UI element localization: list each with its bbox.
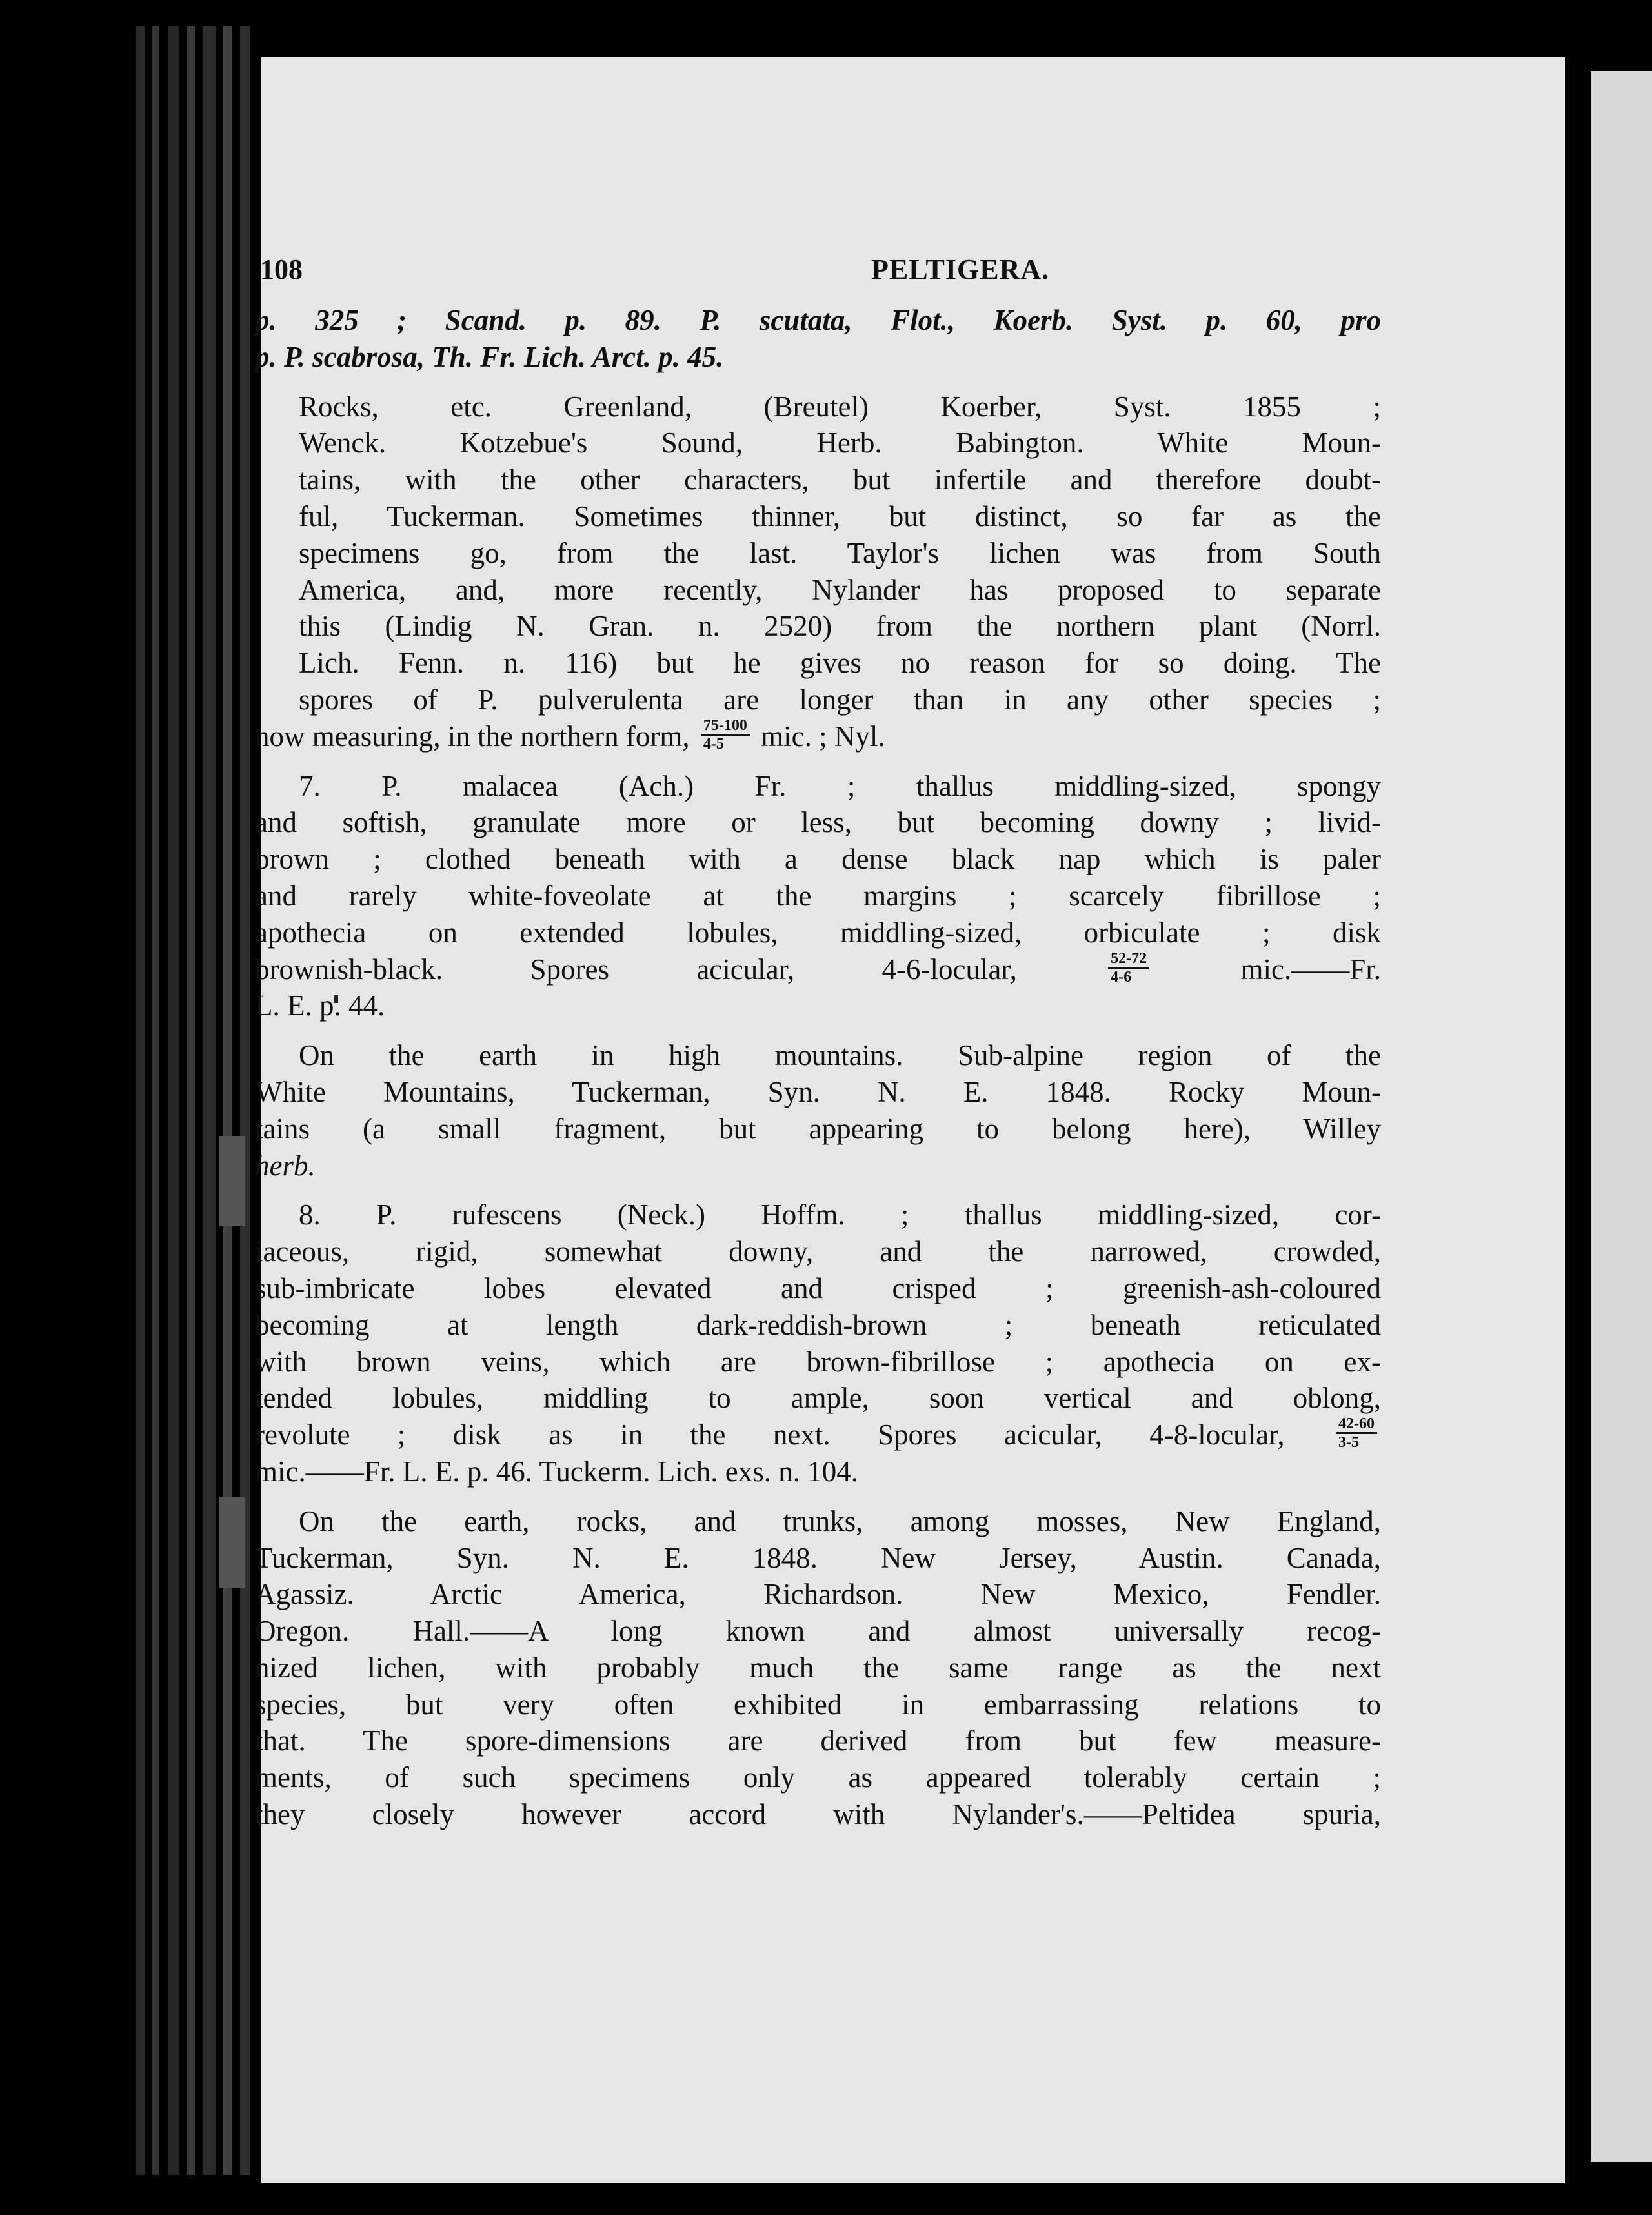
text-line: America, and, more recently, Nylander has proposed to separate	[299, 573, 1381, 606]
paragraph-habitat-7	[255, 1037, 1381, 1184]
page-text	[255, 245, 1381, 1846]
paragraph-species-8	[255, 1197, 1381, 1490]
text-line: tains (a small fragment, but appearing to belong here), Willey	[255, 1112, 1381, 1145]
page-edge	[203, 26, 216, 2175]
page-edge	[168, 26, 179, 2175]
text-line: they closely however accord with Nylander's.——Peltidea spuria,	[255, 1798, 1381, 1831]
fraction-denominator: 3-5	[1338, 1434, 1360, 1451]
text-line: Rocks, etc. Greenland, (Breutel) Koerber, Syst. 1855 ;	[299, 390, 1381, 423]
spore-fraction	[1108, 950, 1149, 986]
text-line: brown ; clothed beneath with a dense black nap which is paler	[255, 843, 1381, 876]
text-line: species, but very often exhibited in embarrassing relations to	[255, 1688, 1381, 1721]
text-line: Lich. Fenn. n. 116) but he gives no reason for so doing. The	[299, 647, 1381, 680]
text-line: White Mountains, Tuckerman, Syn. N. E. 1848. Rocky Moun-	[255, 1075, 1381, 1108]
spore-fraction	[701, 717, 750, 753]
page-edge	[152, 26, 159, 2175]
text-line: On the earth, rocks, and trunks, among mosses, New England,	[299, 1504, 1381, 1537]
text-line: spores of P. pulverulenta are longer than in any other species ;	[299, 683, 1381, 716]
text-line	[255, 718, 1381, 755]
text-line	[255, 1417, 1381, 1453]
facing-page-sliver	[1591, 71, 1652, 2162]
text-line: Agassiz. Arctic America, Richardson. New Mexico, Fendler.	[255, 1578, 1381, 1611]
text-line: 7. P. malacea (Ach.) Fr. ; thallus middling-sized, spongy	[299, 769, 1381, 802]
facing-page-edge	[1565, 0, 1652, 2215]
text-line: apothecia on extended lobules, middling-sized, orbiculate ; disk	[255, 916, 1381, 949]
text-line: with brown veins, which are brown-fibrillose ; apothecia on ex-	[255, 1345, 1381, 1378]
page-header	[255, 245, 1381, 290]
text-line: L. E. p. 44.	[255, 989, 385, 1022]
fraction-numerator: 42-60	[1336, 1415, 1377, 1434]
text-line: p. 325 ; Scand. p. 89. P. scutata, Flot., Koerb. Syst. p. 60, pro	[255, 304, 1381, 336]
text-line: Tuckerman, Syn. N. E. 1848. New Jersey, Austin. Canada,	[255, 1541, 1381, 1574]
text-line: tains, with the other characters, but infertile and therefore doubt-	[299, 463, 1381, 496]
text-line	[255, 951, 1381, 988]
book-page-edges	[123, 26, 265, 2175]
text-line: this (Lindig N. Gran. n. 2520) from the northern plant (Norrl.	[299, 610, 1381, 643]
text-line: On the earth in high mountains. Sub-alpine region of the	[299, 1039, 1381, 1072]
page-edge	[136, 26, 145, 2175]
text-segment: brownish-black. Spores acicular, 4-6-locular,	[255, 953, 1017, 986]
text-line: mic.——Fr. L. E. p. 46. Tuckerm. Lich. exs. n. 104.	[255, 1455, 858, 1488]
spore-fraction	[1336, 1415, 1377, 1451]
text-line: iaceous, rigid, somewhat downy, and the narrowed, crowded,	[255, 1235, 1381, 1268]
text-line: becoming at length dark-reddish-brown ; beneath reticulated	[255, 1308, 1381, 1341]
text-line: ments, of such specimens only as appeared tolerably certain ;	[255, 1761, 1381, 1794]
paragraph-habitat-8	[255, 1503, 1381, 1833]
fraction-numerator: 75-100	[701, 717, 750, 736]
fraction-denominator: 4-6	[1111, 968, 1132, 986]
text-line: and rarely white-foveolate at the margins ; scarcely fibrillose ;	[255, 879, 1381, 912]
text-line: 8. P. rufescens (Neck.) Hoffm. ; thallus middling-sized, cor-	[299, 1199, 1381, 1231]
running-head: PELTIGERA.	[871, 254, 1050, 285]
text-line: Wenck. Kotzebue's Sound, Herb. Babington. White Moun-	[299, 427, 1381, 460]
text-line: sub-imbricate lobes elevated and crisped ; greenish-ash-coloured	[255, 1271, 1381, 1304]
page-edge	[240, 26, 250, 2175]
fraction-denominator: 4-5	[703, 735, 724, 753]
paragraph-species-7	[255, 768, 1381, 1025]
text-line: specimens go, from the last. Taylor's lichen was from South	[299, 536, 1381, 569]
text-line: and softish, granulate more or less, but becoming downy ; livid-	[255, 806, 1381, 839]
page-number: 108	[260, 254, 303, 285]
page-edge	[187, 26, 195, 2175]
text-line: herb.	[255, 1149, 316, 1182]
fraction-numerator: 52-72	[1108, 950, 1149, 969]
text-segment: mic. ; Nyl.	[761, 720, 885, 753]
text-line: tended lobules, middling to ample, soon vertical and oblong,	[255, 1382, 1381, 1415]
text-line: p. P. scabrosa, Th. Fr. Lich. Arct. p. 45.	[255, 340, 724, 373]
text-line: that. The spore-dimensions are derived from but few measure-	[255, 1724, 1381, 1757]
text-line: ful, Tuckerman. Sometimes thinner, but distinct, so far as the	[299, 500, 1381, 532]
text-segment: mic.——Fr.	[1240, 953, 1382, 986]
edge-mark	[219, 1497, 245, 1588]
paragraph-habitat-1	[255, 389, 1381, 755]
text-segment: revolute ; disk as in the next. Spores acicular, 4-8-locular,	[255, 1419, 1285, 1451]
paragraph-synonymy	[255, 302, 1381, 376]
text-line: nized lichen, with probably much the same range as the next	[255, 1651, 1381, 1684]
edge-mark	[219, 1136, 245, 1226]
text-segment: now measuring, in the northern form,	[255, 720, 690, 753]
page-edge	[223, 26, 232, 2175]
text-line: Oregon. Hall.——A long known and almost universally recog-	[255, 1615, 1381, 1648]
